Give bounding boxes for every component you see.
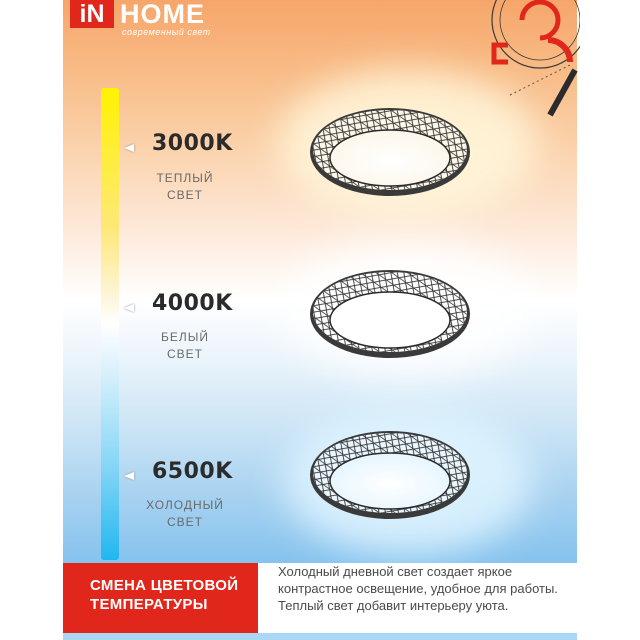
bottom-strip [63,633,577,640]
footer-title-box [63,563,258,633]
footer-title-line: СМЕНА ЦВЕТОВОЙ [90,577,239,594]
caption-line: БЕЛЫЙ [160,330,209,344]
footer-title-line: ТЕМПЕРАТУРЫ [90,596,208,613]
caption-line: ХОЛОДНЫЙ [146,498,224,512]
temp-6500-caption [130,497,240,531]
temp-3000-value: 3000K [152,131,233,156]
footer-description: Холодный дневной свет создает яркое контрастное освещение, удобное для работы. Теплый свет добавит интерьеру уюта. [278,564,558,613]
ceiling-lamp-icon [305,262,475,367]
caption-line: СВЕТ [166,188,203,202]
temp-4000-value: 4000K [152,291,233,316]
brand-logo [70,0,220,44]
logo-home-text: HOME [120,0,205,29]
temp-6500-value: 6500K [152,459,233,484]
logo-in-badge: iN [70,0,114,28]
temp-3000-caption [130,170,240,204]
dimmer-dial-icon [470,0,580,125]
ceiling-lamp-icon [305,100,475,205]
triangle-marker-icon [124,144,134,152]
footer-description-box [258,563,577,633]
ceiling-lamp-icon [305,423,475,528]
triangle-marker-icon [124,472,134,480]
triangle-marker-icon [124,304,134,312]
caption-line: СВЕТ [166,515,203,529]
caption-line: ТЕПЛЫЙ [156,171,214,185]
logo-tagline: современный свет [122,27,211,37]
caption-line: СВЕТ [166,347,203,361]
color-temperature-scale [101,88,119,560]
temp-4000-caption [130,329,240,363]
